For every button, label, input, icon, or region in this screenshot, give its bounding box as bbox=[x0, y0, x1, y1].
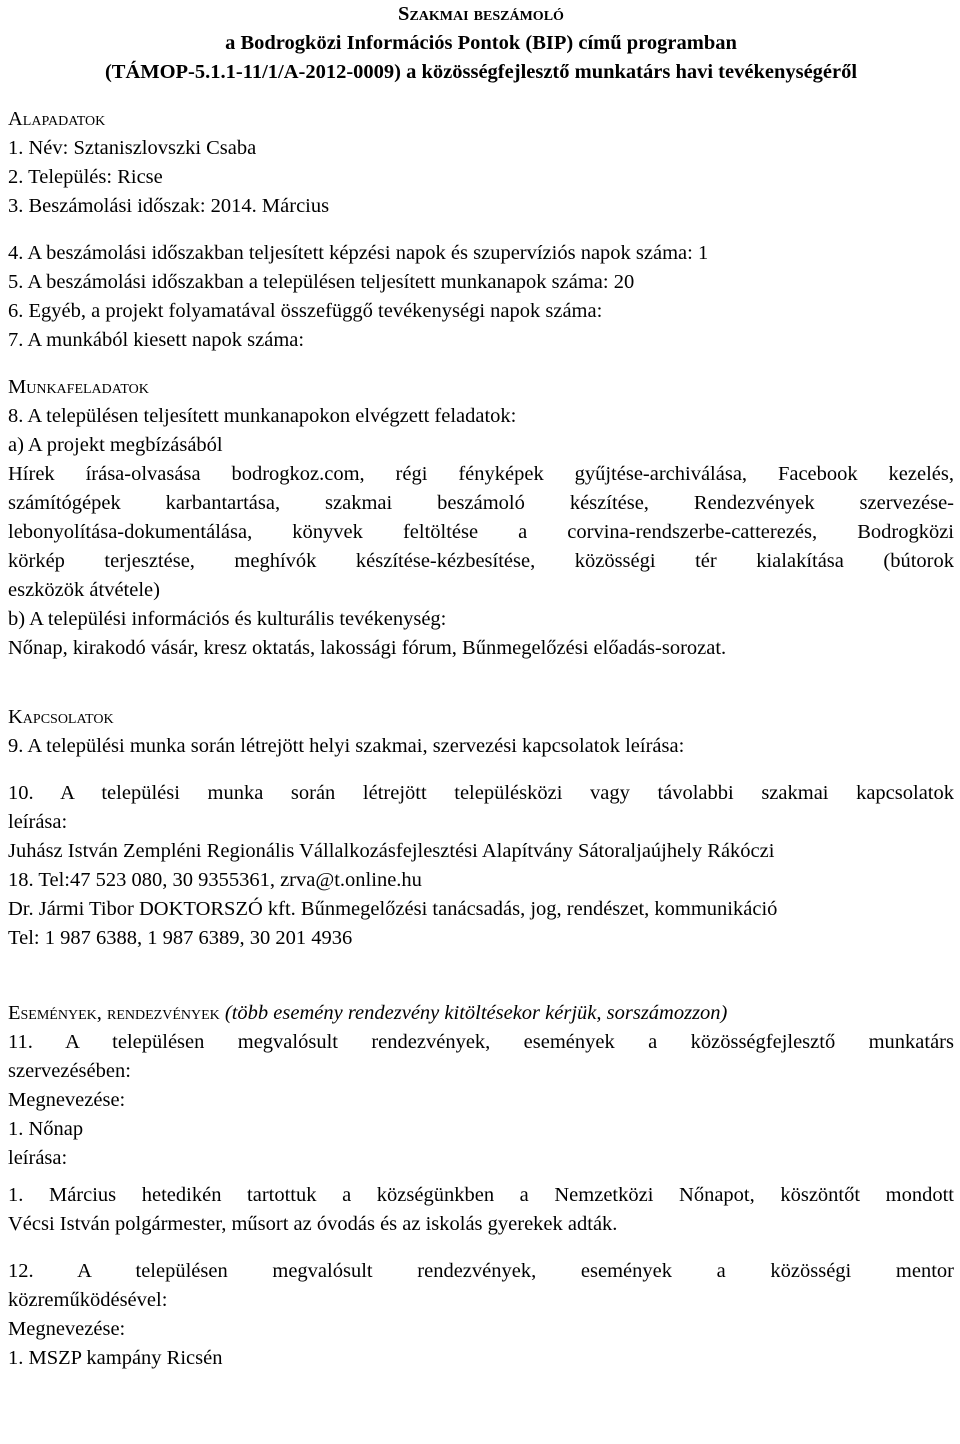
subheading-a: a) A projekt megbízásából bbox=[8, 434, 223, 456]
label-leirasa: leírása: bbox=[8, 1147, 68, 1169]
report-header bbox=[8, 0, 954, 87]
question-11-cont: szervezésében: bbox=[8, 1060, 131, 1082]
question-12: 12. A településen megvalósult rendezvények, események a közösségi mentor bbox=[8, 1260, 954, 1282]
project-code-line: (TÁMOP-5.1.1-11/1/A-2012-0009) a közösségfejlesztő munkatárs havi tevékenységéről bbox=[104, 61, 858, 83]
section-alapadatok bbox=[8, 105, 954, 355]
esemenyek-heading-note: (több esemény rendezvény kitöltésekor kérjük, sorszámozzon) bbox=[224, 1002, 728, 1024]
contact-line: Dr. Jármi Tibor DOKTORSZÓ kft. Bűnmegelőzési tanácsadás, jog, rendészet, kommunikáció bbox=[8, 898, 778, 920]
section-munkafeladatok bbox=[8, 373, 954, 663]
task-line: körkép terjesztése, meghívók készítése-kézbesítése, közösségi tér kialakítása (bútorok bbox=[8, 550, 954, 572]
task-line: Hírek írása-olvasása bodrogkoz.com, régi fényképek gyűjtése-archiválása, Facebook kezelés, bbox=[8, 463, 954, 485]
task-line: eszközök átvétele) bbox=[8, 579, 160, 601]
subheading-b: b) A települési információs és kulturális tevékenység: bbox=[8, 608, 447, 630]
activity-line: Nőnap, kirakodó vásár, kresz oktatás, lakossági fórum, Bűnmegelőzési előadás-sorozat. bbox=[8, 637, 727, 659]
task-line: lebonyolítása-dokumentálása, könyvek feltöltése a corvina-rendszerbe-catterezés, Bodrogközi bbox=[8, 521, 954, 543]
task-line: számítógépek karbantartása, szakmai beszámoló készítése, Rendezvények szervezése- bbox=[8, 492, 954, 514]
question-8: 8. A településen teljesített munkanapokon elvégzett feladatok: bbox=[8, 405, 517, 427]
field-missed-days: 7. A munkából kiesett napok száma: bbox=[8, 329, 305, 351]
event-name: 1. Nőnap bbox=[8, 1118, 84, 1140]
field-settlement: 2. Település: Ricse bbox=[8, 166, 163, 188]
contact-line: 18. Tel:47 523 080, 30 9355361, zrva@t.online.hu bbox=[8, 869, 422, 891]
label-megnevezese: Megnevezése: bbox=[8, 1089, 126, 1111]
question-11: 11. A településen megvalósult rendezvények, események a közösségfejlesztő munkatárs bbox=[8, 1031, 954, 1053]
field-work-days: 5. A beszámolási időszakban a településen teljesített munkanapok száma: 20 bbox=[8, 271, 635, 293]
section-esemenyek bbox=[8, 999, 954, 1373]
event-name-2: 1. MSZP kampány Ricsén bbox=[8, 1347, 223, 1369]
section-heading-esemenyek bbox=[8, 999, 954, 1028]
question-10-cont: leírása: bbox=[8, 811, 68, 833]
label-megnevezese-2: Megnevezése: bbox=[8, 1318, 126, 1340]
contact-line: Juhász István Zempléni Regionális Vállalkozásfejlesztési Alapítvány Sátoraljaújhely Rákóczi bbox=[8, 840, 775, 862]
event-description-cont: Vécsi István polgármester, műsort az óvodás és az iskolás gyerekek adták. bbox=[8, 1213, 618, 1235]
field-name: 1. Név: Sztaniszlovszki Csaba bbox=[8, 137, 257, 159]
question-10: 10. A települési munka során létrejött településközi vagy távolabbi szakmai kapcsolatok bbox=[8, 782, 954, 804]
report-title: Szakmai beszámoló bbox=[398, 3, 564, 25]
field-period: 3. Beszámolási időszak: 2014. Március bbox=[8, 195, 330, 217]
section-heading-kapcsolatok: Kapcsolatok bbox=[8, 706, 114, 728]
question-9: 9. A települési munka során létrejött helyi szakmai, szervezési kapcsolatok leírása: bbox=[8, 735, 685, 757]
field-other-days: 6. Egyéb, a projekt folyamatával összefüggő tevékenységi napok száma: bbox=[8, 300, 603, 322]
program-title: a Bodrogközi Információs Pontok (BIP) című programban bbox=[225, 32, 737, 54]
section-kapcsolatok bbox=[8, 703, 954, 953]
esemenyek-heading-text: Események, rendezvények bbox=[8, 1002, 220, 1024]
section-heading-alapadatok: Alapadatok bbox=[8, 108, 106, 130]
field-training-days: 4. A beszámolási időszakban teljesített képzési napok és szupervíziós napok száma: 1 bbox=[8, 242, 709, 264]
question-12-cont: közreműködésével: bbox=[8, 1289, 168, 1311]
event-description: 1. Március hetedikén tartottuk a községünkben a Nemzetközi Nőnapot, köszöntőt mondott bbox=[8, 1184, 954, 1206]
contact-line: Tel: 1 987 6388, 1 987 6389, 30 201 4936 bbox=[8, 927, 353, 949]
section-heading-munkafeladatok: Munkafeladatok bbox=[8, 376, 149, 398]
